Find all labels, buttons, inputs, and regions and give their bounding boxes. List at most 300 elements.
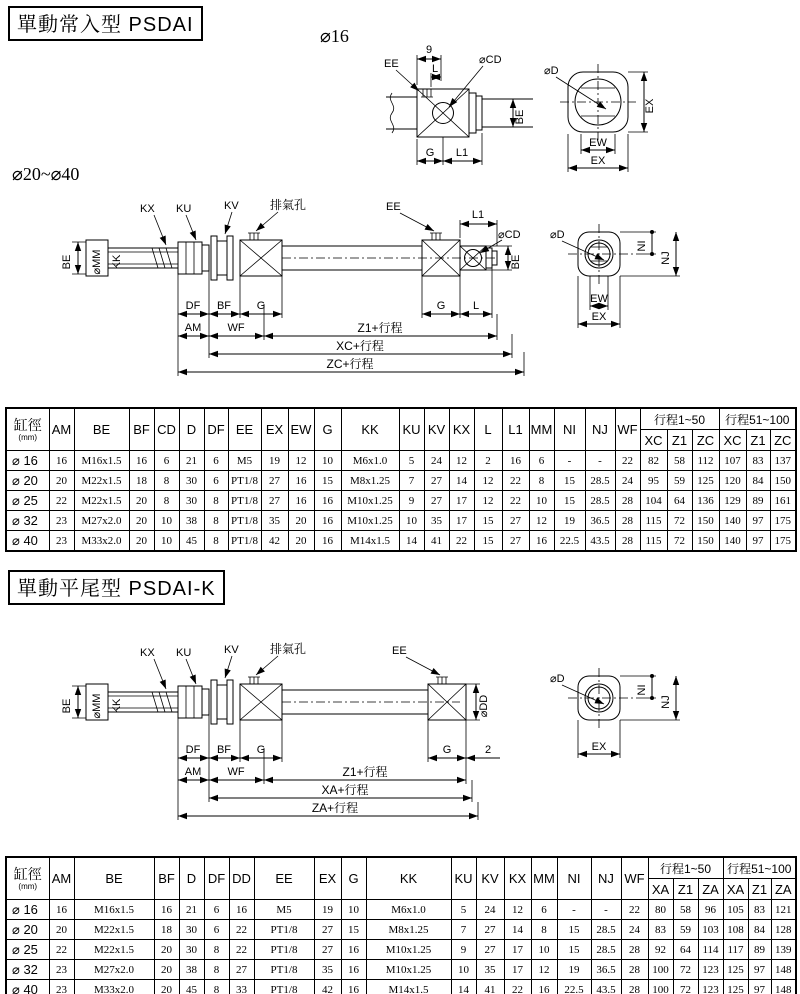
value-cell: - — [591, 900, 621, 920]
dim-label-am: AM — [184, 766, 202, 778]
value-cell: 5 — [399, 451, 424, 471]
value-cell: 16 — [531, 980, 557, 994]
column-header: D — [179, 857, 204, 900]
value-cell: 16 — [154, 900, 179, 920]
column-header: XA — [648, 879, 673, 900]
value-cell: 16 — [314, 511, 341, 531]
value-cell: 6 — [204, 920, 229, 940]
value-cell: 20 — [129, 531, 154, 552]
value-cell: M8x1.25 — [341, 471, 399, 491]
value-cell: 20 — [288, 511, 314, 531]
table-row — [6, 471, 796, 491]
value-cell: M16x1.5 — [74, 451, 129, 471]
value-cell: M10x1.25 — [341, 511, 399, 531]
value-cell: 8 — [154, 491, 179, 511]
value-cell: 129 — [719, 491, 746, 511]
value-cell: 148 — [771, 980, 796, 994]
value-cell: 82 — [640, 451, 667, 471]
value-cell: M10x1.25 — [366, 960, 451, 980]
value-cell: 16 — [341, 940, 366, 960]
value-cell: 125 — [692, 471, 719, 491]
value-cell: PT1/8 — [228, 511, 261, 531]
value-cell: 43.5 — [591, 980, 621, 994]
value-cell: 64 — [667, 491, 692, 511]
value-cell: 24 — [476, 900, 504, 920]
dim-label-kx: KX — [140, 647, 155, 659]
dim-label-ex: EX — [591, 311, 607, 323]
table-row — [6, 980, 796, 994]
value-cell: M14x1.5 — [366, 980, 451, 994]
value-cell: 8 — [531, 920, 557, 940]
value-cell: 28.5 — [591, 940, 621, 960]
value-cell: M16x1.5 — [74, 900, 154, 920]
value-cell: 72 — [667, 511, 692, 531]
column-header: BF — [129, 408, 154, 451]
value-cell: 21 — [179, 451, 204, 471]
value-cell: 24 — [424, 451, 449, 471]
value-cell: 12 — [474, 471, 502, 491]
value-cell: M27x2.0 — [74, 511, 129, 531]
value-cell: 84 — [746, 471, 770, 491]
value-cell: 16 — [49, 900, 74, 920]
dim-label-cd: ⌀CD — [498, 229, 521, 241]
column-header: BF — [154, 857, 179, 900]
column-header: NI — [554, 408, 585, 451]
column-header: BE — [74, 857, 154, 900]
value-cell: 128 — [771, 920, 796, 940]
column-header: KU — [399, 408, 424, 451]
column-header: DF — [204, 408, 228, 451]
value-cell: 45 — [179, 980, 204, 994]
value-cell: 10 — [314, 451, 341, 471]
dim-label-xa-stroke: XA+行程 — [321, 783, 369, 797]
value-cell: 125 — [723, 980, 748, 994]
value-cell: 27 — [502, 511, 529, 531]
value-cell: 15 — [341, 920, 366, 940]
column-header: KK — [341, 408, 399, 451]
value-cell: 14 — [451, 980, 476, 994]
bore-cell: ⌀ 40 — [6, 980, 49, 994]
value-cell: - — [554, 451, 585, 471]
dim-label-nj: NJ — [660, 251, 672, 265]
column-header: Z1 — [667, 430, 692, 451]
stroke-range-2-header: 行程51~100 — [723, 857, 796, 879]
value-cell: 28 — [621, 940, 648, 960]
bore-column-header — [6, 408, 49, 451]
dim-label-ew: EW — [589, 137, 607, 149]
table-row — [6, 491, 796, 511]
value-cell: 115 — [640, 511, 667, 531]
dim-label-ew: EW — [590, 293, 608, 305]
value-cell: 148 — [771, 960, 796, 980]
value-cell: M5 — [228, 451, 261, 471]
value-cell: 58 — [667, 451, 692, 471]
value-cell: 175 — [770, 511, 796, 531]
value-cell: M6x1.0 — [341, 451, 399, 471]
dim-label-df: DF — [185, 744, 201, 756]
value-cell: 15 — [557, 920, 591, 940]
value-cell: 45 — [179, 531, 204, 552]
value-cell: 28 — [615, 491, 640, 511]
value-cell: 20 — [154, 960, 179, 980]
value-cell: PT1/8 — [228, 491, 261, 511]
value-cell: 28 — [615, 511, 640, 531]
value-cell: 27 — [314, 940, 341, 960]
bore16-label: ⌀16 — [320, 26, 349, 46]
value-cell: 150 — [692, 511, 719, 531]
value-cell: 17 — [449, 511, 474, 531]
value-cell: 97 — [746, 511, 770, 531]
value-cell: 121 — [771, 900, 796, 920]
dim-label-g-left: G — [256, 300, 266, 312]
value-cell: 14 — [449, 471, 474, 491]
column-header: WF — [621, 857, 648, 900]
value-cell: 20 — [288, 531, 314, 552]
value-cell: 23 — [49, 980, 74, 994]
value-cell: 27 — [502, 531, 529, 552]
value-cell: 12 — [529, 511, 554, 531]
column-header: XC — [640, 430, 667, 451]
value-cell: 16 — [129, 451, 154, 471]
value-cell: 22 — [229, 940, 254, 960]
bore-cell: ⌀ 32 — [6, 960, 49, 980]
column-header: XC — [719, 430, 746, 451]
value-cell: 20 — [49, 920, 74, 940]
dim-label-g: G — [425, 147, 435, 159]
value-cell: 10 — [451, 960, 476, 980]
d16-rear-clevis-drawing — [383, 33, 535, 175]
section2-title: 單動平尾型 PSDAI-K — [8, 570, 225, 605]
column-header: KV — [424, 408, 449, 451]
value-cell: 83 — [648, 920, 673, 940]
value-cell: 10 — [154, 531, 179, 552]
value-cell: 175 — [770, 531, 796, 552]
value-cell: - — [557, 900, 591, 920]
value-cell: M22x1.5 — [74, 940, 154, 960]
value-cell: 95 — [640, 471, 667, 491]
dim-label-2: 2 — [484, 744, 492, 756]
value-cell: 24 — [621, 920, 648, 940]
value-cell: 28.5 — [585, 471, 615, 491]
stroke-range-1-header: 行程1~50 — [648, 857, 723, 879]
value-cell: 19 — [314, 900, 341, 920]
dim-label-wf: WF — [227, 322, 245, 334]
column-header: EX — [314, 857, 341, 900]
table-row — [6, 960, 796, 980]
value-cell: 28 — [615, 531, 640, 552]
value-cell: 27 — [261, 491, 288, 511]
value-cell: PT1/8 — [254, 920, 314, 940]
value-cell: 9 — [399, 491, 424, 511]
column-header: NJ — [585, 408, 615, 451]
bore-header-text: 缸徑 — [13, 416, 42, 433]
value-cell: 35 — [314, 960, 341, 980]
value-cell: 36.5 — [591, 960, 621, 980]
value-cell: 16 — [529, 531, 554, 552]
value-cell: 42 — [314, 980, 341, 994]
column-header: AM — [49, 408, 74, 451]
value-cell: 16 — [229, 900, 254, 920]
dim-label-d: ⌀D — [550, 229, 565, 241]
value-cell: 20 — [154, 940, 179, 960]
section1-title: 單動常入型 PSDAI — [8, 6, 203, 41]
dim-label-df: DF — [185, 300, 201, 312]
value-cell: 23 — [49, 960, 74, 980]
value-cell: 16 — [288, 491, 314, 511]
value-cell: 27 — [229, 960, 254, 980]
column-header: L — [474, 408, 502, 451]
spec-table-body — [6, 451, 796, 552]
value-cell: 8 — [529, 471, 554, 491]
column-header: ZA — [698, 879, 723, 900]
value-cell: 12 — [504, 900, 531, 920]
dim-label-bf: BF — [216, 744, 232, 756]
dim-label-z1-stroke: Z1+行程 — [357, 321, 403, 335]
psdaik-main-drawing — [60, 640, 535, 830]
value-cell: 117 — [723, 940, 748, 960]
stroke-range-2-header: 行程51~100 — [719, 408, 796, 430]
value-cell: 115 — [640, 531, 667, 552]
value-cell: 136 — [692, 491, 719, 511]
dim-label-be-right: BE — [510, 254, 522, 270]
column-header: EX — [261, 408, 288, 451]
value-cell: 112 — [692, 451, 719, 471]
value-cell: 6 — [204, 471, 228, 491]
value-cell: 8 — [204, 511, 228, 531]
value-cell: 137 — [770, 451, 796, 471]
psdai-side-view — [540, 214, 750, 354]
d16-side-view — [540, 58, 695, 183]
column-header: DF — [204, 857, 229, 900]
value-cell: 22 — [504, 980, 531, 994]
dim-label-kk: KK — [111, 698, 123, 714]
value-cell: 27 — [314, 920, 341, 940]
psdaik-side-view — [540, 658, 750, 783]
bore-column-header — [6, 857, 49, 900]
value-cell: 38 — [179, 511, 204, 531]
value-cell: 6 — [154, 451, 179, 471]
value-cell: 100 — [648, 980, 673, 994]
value-cell: 22 — [49, 491, 74, 511]
dim-label-ee: EE — [386, 201, 401, 213]
value-cell: 120 — [719, 471, 746, 491]
value-cell: 28 — [621, 980, 648, 994]
bore-cell: ⌀ 16 — [6, 900, 49, 920]
value-cell: 27 — [424, 471, 449, 491]
value-cell: 41 — [424, 531, 449, 552]
dim-label-ex-bottom: EX — [590, 155, 606, 167]
value-cell: M8x1.25 — [366, 920, 451, 940]
value-cell: 72 — [673, 960, 698, 980]
value-cell: 17 — [504, 960, 531, 980]
value-cell: 22 — [502, 471, 529, 491]
vent-hole-label: 排氣孔 — [270, 198, 307, 212]
value-cell: PT1/8 — [228, 471, 261, 491]
value-cell: 72 — [667, 531, 692, 552]
column-header: NJ — [591, 857, 621, 900]
value-cell: 33 — [229, 980, 254, 994]
value-cell: 105 — [723, 900, 748, 920]
dim-label-ni: NI — [636, 684, 648, 696]
value-cell: 140 — [719, 531, 746, 552]
value-cell: 89 — [746, 491, 770, 511]
value-cell: 140 — [719, 511, 746, 531]
dim-label-kv: KV — [224, 644, 239, 656]
value-cell: 10 — [341, 900, 366, 920]
value-cell: 19 — [261, 451, 288, 471]
value-cell: 6 — [531, 900, 557, 920]
value-cell: 10 — [399, 511, 424, 531]
dim-label-mm: ⌀MM — [91, 249, 103, 275]
dim-label-g-right: G — [436, 300, 446, 312]
dim-label-xc-stroke: XC+行程 — [336, 339, 384, 353]
column-header: D — [179, 408, 204, 451]
value-cell: 64 — [673, 940, 698, 960]
value-cell: 22 — [49, 940, 74, 960]
value-cell: 22.5 — [557, 980, 591, 994]
column-header: EE — [228, 408, 261, 451]
value-cell: 8 — [204, 491, 228, 511]
column-header: ZC — [770, 430, 796, 451]
value-cell: 15 — [474, 511, 502, 531]
value-cell: 35 — [476, 960, 504, 980]
column-header: KK — [366, 857, 451, 900]
column-header: KU — [451, 857, 476, 900]
value-cell: 5 — [451, 900, 476, 920]
value-cell: 7 — [451, 920, 476, 940]
value-cell: 14 — [504, 920, 531, 940]
value-cell: 15 — [557, 940, 591, 960]
value-cell: 97 — [746, 531, 770, 552]
value-cell: 21 — [179, 900, 204, 920]
table-row — [6, 940, 796, 960]
value-cell: 96 — [698, 900, 723, 920]
value-cell: 59 — [667, 471, 692, 491]
dim-label-g-right: G — [442, 744, 452, 756]
value-cell: 20 — [154, 980, 179, 994]
bore-cell: ⌀ 25 — [6, 940, 49, 960]
value-cell: 83 — [746, 451, 770, 471]
value-cell: 15 — [554, 471, 585, 491]
value-cell: 9 — [451, 940, 476, 960]
value-cell: 17 — [504, 940, 531, 960]
value-cell: 8 — [154, 471, 179, 491]
value-cell: 125 — [723, 960, 748, 980]
value-cell: M6x1.0 — [366, 900, 451, 920]
value-cell: 97 — [748, 960, 771, 980]
value-cell: 10 — [531, 940, 557, 960]
value-cell: 15 — [474, 531, 502, 552]
bore-header-text: 缸徑 — [13, 865, 42, 882]
table-row — [6, 451, 796, 471]
value-cell: 30 — [179, 940, 204, 960]
dim-label-nj: NJ — [660, 695, 672, 709]
column-header: DD — [229, 857, 254, 900]
value-cell: 114 — [698, 940, 723, 960]
value-cell: 103 — [698, 920, 723, 940]
value-cell: 12 — [474, 491, 502, 511]
dim-label-wf: WF — [227, 766, 245, 778]
dim-label-l: L — [431, 63, 439, 75]
dim-label-be-left: BE — [61, 254, 73, 270]
dim-label-zc-stroke: ZC+行程 — [326, 357, 374, 371]
table-row — [6, 900, 796, 920]
column-header: Z1 — [748, 879, 771, 900]
value-cell: 27 — [261, 471, 288, 491]
dim-label-ku: KU — [176, 203, 192, 215]
value-cell: 107 — [719, 451, 746, 471]
column-header: MM — [529, 408, 554, 451]
bore-cell: ⌀ 25 — [6, 491, 49, 511]
value-cell: 18 — [129, 471, 154, 491]
dim-label-l: L — [472, 300, 480, 312]
value-cell: 30 — [179, 491, 204, 511]
dim-label-d: ⌀D — [550, 673, 565, 685]
spec-table-body — [6, 900, 796, 994]
value-cell: 22 — [229, 920, 254, 940]
dim-label-ee: EE — [384, 58, 399, 70]
value-cell: 23 — [49, 531, 74, 552]
dim-label-cd: ⌀CD — [479, 54, 502, 66]
dim-label-g-left: G — [256, 744, 266, 756]
column-header: KV — [476, 857, 504, 900]
table-row — [6, 531, 796, 552]
dim-label-kk: KK — [111, 254, 123, 270]
value-cell: 10 — [529, 491, 554, 511]
value-cell: 19 — [554, 511, 585, 531]
value-cell: 16 — [341, 960, 366, 980]
psdaik-spec-table — [5, 856, 797, 994]
value-cell: 28.5 — [585, 491, 615, 511]
value-cell: M22x1.5 — [74, 471, 129, 491]
value-cell: 58 — [673, 900, 698, 920]
value-cell: 22 — [502, 491, 529, 511]
value-cell: 2 — [474, 451, 502, 471]
value-cell: M14x1.5 — [341, 531, 399, 552]
column-header: AM — [49, 857, 74, 900]
column-header: G — [341, 857, 366, 900]
bore-cell: ⌀ 40 — [6, 531, 49, 552]
dim-label-ni: NI — [636, 240, 648, 252]
dim-label-mm: ⌀MM — [91, 693, 103, 719]
value-cell: PT1/8 — [254, 960, 314, 980]
value-cell: 104 — [640, 491, 667, 511]
column-header: NI — [557, 857, 591, 900]
value-cell: PT1/8 — [228, 531, 261, 552]
vent-hole-label: 排氣孔 — [270, 642, 307, 656]
bore-header-unit: (mm) — [18, 432, 38, 442]
value-cell: 16 — [502, 451, 529, 471]
value-cell: PT1/8 — [254, 940, 314, 960]
value-cell: M10x1.25 — [341, 491, 399, 511]
value-cell: 161 — [770, 491, 796, 511]
column-header: Z1 — [746, 430, 770, 451]
value-cell: M22x1.5 — [74, 491, 129, 511]
dim-label-dd: ⌀DD — [478, 694, 490, 718]
value-cell: 6 — [529, 451, 554, 471]
dim-label-9: 9 — [425, 44, 433, 56]
dim-label-z1-stroke: Z1+行程 — [342, 765, 388, 779]
value-cell: M22x1.5 — [74, 920, 154, 940]
value-cell: - — [585, 451, 615, 471]
value-cell: 27 — [476, 940, 504, 960]
column-header: EE — [254, 857, 314, 900]
value-cell: 16 — [314, 531, 341, 552]
value-cell: 28.5 — [591, 920, 621, 940]
value-cell: 14 — [399, 531, 424, 552]
column-header: ZC — [692, 430, 719, 451]
value-cell: 43.5 — [585, 531, 615, 552]
